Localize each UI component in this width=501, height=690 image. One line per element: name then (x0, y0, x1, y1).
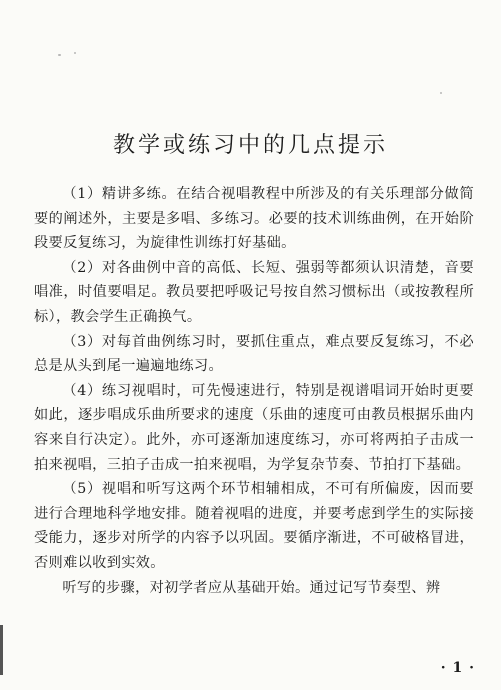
paragraph-1: （1）精讲多练。在结合视唱教程中所涉及的有关乐理部分做简要的阐述外，主要是多唱、多练习。必要的技术训练曲例，在开始阶段要反复练习，为旋律性训练打好基础。 (34, 186, 474, 252)
paragraph-3: （3）对每首曲例练习时，要抓住重点，难点要反复练习，不必总是从头到尾一遍遍地练习。 (34, 333, 474, 375)
scan-speck (58, 54, 61, 56)
page-title: 教学或练习中的几点提示 (112, 133, 388, 158)
page-number: · 1 · (440, 660, 475, 676)
body-text (34, 182, 474, 600)
paragraph-5: （5）视唱和听写这两个环节相辅相成，不可有所偏废，因而要进行合理地科学地安排。随着视唱的进度，并要考虑到学生的实际接受能力，逐步对所学的内容予以巩固。要循序渐进，不可破格冒进，否则难以收到实效。 (34, 481, 474, 571)
paragraph-4: （4）练习视唱时，可先慢速进行，特别是视谱唱词开始时更要如此，逐步唱成乐曲所要求的速度（乐曲的速度可由教员根据乐曲内容来自行决定）。此外，亦可逐渐加速度练习，亦可将两拍子击成一拍来视唱，三拍子击成一拍来视唱，为学复杂节奏、节拍打下基础。 (34, 382, 474, 473)
scan-speck (74, 52, 76, 54)
paragraph-6: 听写的步骤，对初学者应从基础开始。通过记写节奏型、辨 (62, 579, 441, 596)
scan-speck (440, 92, 442, 94)
paragraph-2: （2）对各曲例中音的高低、长短、强弱等都须认识清楚，音要唱准，时值要唱足。教员要把呼吸记号按自然习惯标出（或按教程所标），教会学生正确换气。 (34, 259, 474, 325)
binding-edge-mark (0, 625, 3, 675)
